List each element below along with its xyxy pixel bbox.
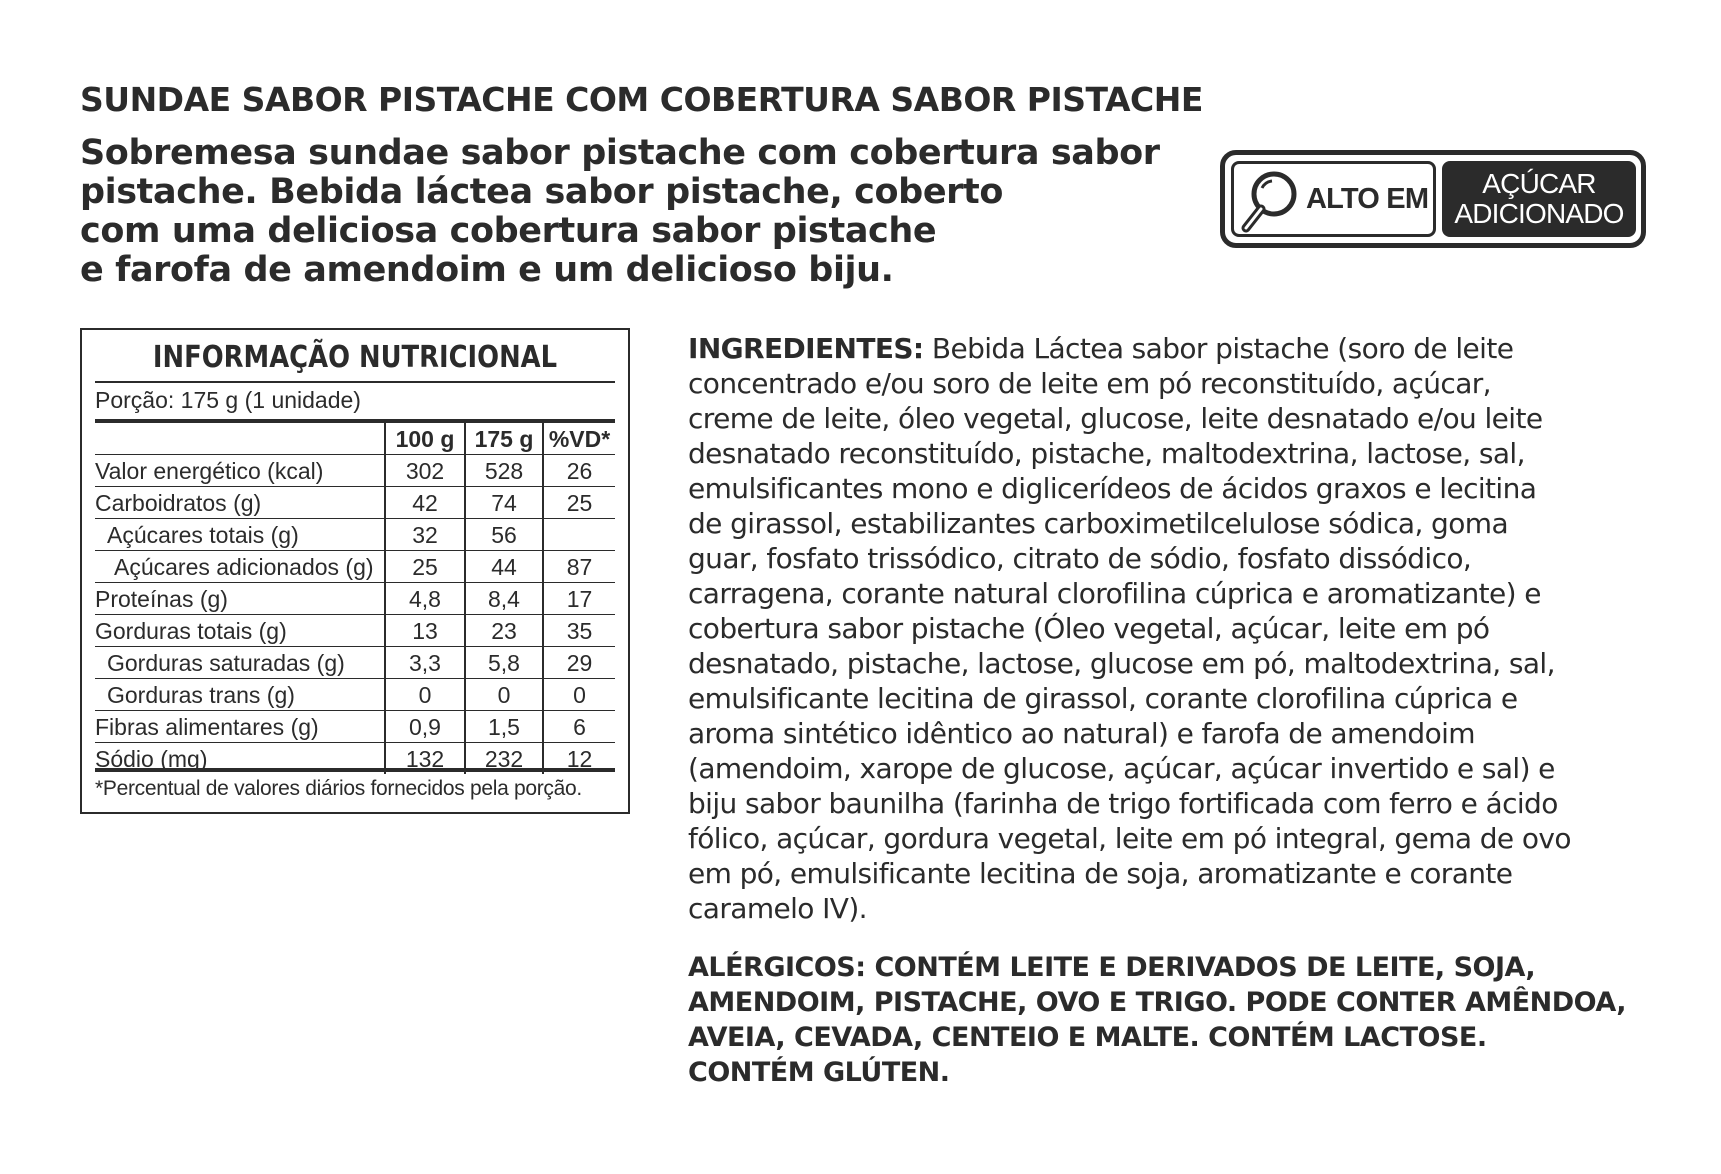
table-row bbox=[95, 679, 615, 711]
row-label: Gorduras saturadas (g) bbox=[95, 647, 385, 679]
ingredients-line: emulsificante lecitina de girassol, corante clorofilina cúprica e bbox=[688, 682, 1518, 715]
value-100g: 132 bbox=[385, 743, 465, 775]
value-175g: 1,5 bbox=[465, 711, 543, 743]
value-175g: 23 bbox=[465, 615, 543, 647]
allergens-line: CONTÉM GLÚTEN. bbox=[688, 1057, 950, 1088]
description-line: com uma deliciosa cobertura sabor pistache bbox=[80, 211, 937, 251]
table-row bbox=[95, 647, 615, 679]
high-in-added-sugar-warning bbox=[1220, 150, 1646, 248]
nutrition-facts-table bbox=[80, 328, 630, 814]
ingredients-line: (amendoim, xarope de glucose, açúcar, açúcar invertido e sal) e bbox=[688, 752, 1555, 785]
value-100g: 25 bbox=[385, 551, 465, 583]
value-100g: 0,9 bbox=[385, 711, 465, 743]
portion-size: Porção: 175 g (1 unidade) bbox=[95, 387, 361, 413]
magnifier-icon bbox=[1240, 168, 1304, 236]
value-vd: 17 bbox=[543, 583, 615, 615]
value-100g: 32 bbox=[385, 519, 465, 551]
ingredients-line: em pó, emulsificante lecitina de soja, aromatizante e corante bbox=[688, 857, 1513, 890]
ingredients-first-line: Bebida Láctea sabor pistache (soro de leite bbox=[923, 332, 1514, 365]
description-line: pistache. Bebida láctea sabor pistache, coberto bbox=[80, 172, 1004, 212]
description-line: Sobremesa sundae sabor pistache com cobertura sabor bbox=[80, 133, 1160, 173]
column-header-vd: %VD* bbox=[543, 423, 615, 455]
product-title: SUNDAE SABOR PISTACHE COM COBERTURA SABOR PISTACHE bbox=[80, 80, 1203, 119]
ingredients-line: desnatado, pistache, lactose, glucose em pó, maltodextrina, sal, bbox=[688, 647, 1555, 680]
value-175g: 44 bbox=[465, 551, 543, 583]
value-100g: 4,8 bbox=[385, 583, 465, 615]
nutrient-line: AÇÚCAR bbox=[1482, 168, 1596, 199]
ingredients-line: concentrado e/ou soro de leite em pó reconstituído, açúcar, bbox=[688, 367, 1491, 400]
allergens-line: ALÉRGICOS: CONTÉM LEITE E DERIVADOS DE LEITE, SOJA, bbox=[688, 952, 1536, 983]
value-vd: 25 bbox=[543, 487, 615, 519]
value-175g: 5,8 bbox=[465, 647, 543, 679]
nutrient-line: ADICIONADO bbox=[1454, 198, 1624, 229]
table-row bbox=[95, 711, 615, 743]
allergens-line: AMENDOIM, PISTACHE, OVO E TRIGO. PODE CONTER AMÊNDOA, bbox=[688, 987, 1627, 1018]
table-row bbox=[95, 519, 615, 551]
value-vd: 35 bbox=[543, 615, 615, 647]
table-row bbox=[95, 583, 615, 615]
value-vd: 29 bbox=[543, 647, 615, 679]
value-vd: 0 bbox=[543, 679, 615, 711]
ingredients-line: fólico, açúcar, gordura vegetal, leite em pó integral, gema de ovo bbox=[688, 822, 1571, 855]
product-description bbox=[80, 134, 1210, 290]
ingredients-line: biju sabor baunilha (farinha de trigo fortificada com ferro e ácido bbox=[688, 787, 1558, 820]
ingredients-line: aroma sintético idêntico ao natural) e farofa de amendoim bbox=[688, 717, 1475, 750]
value-vd: 6 bbox=[543, 711, 615, 743]
table-row bbox=[95, 551, 615, 583]
value-100g: 13 bbox=[385, 615, 465, 647]
allergens-statement bbox=[688, 950, 1688, 1090]
value-vd: 12 bbox=[543, 743, 615, 775]
value-175g: 8,4 bbox=[465, 583, 543, 615]
ingredients-line: carragena, corante natural clorofilina cúprica e aromatizante) e bbox=[688, 577, 1541, 610]
row-label: Carboidratos (g) bbox=[95, 487, 385, 519]
ingredients-line: emulsificantes mono e diglicerídeos de ácidos graxos e lecitina bbox=[688, 472, 1537, 505]
ingredients-line: desnatado reconstituído, pistache, maltodextrina, lactose, sal, bbox=[688, 437, 1525, 470]
ingredients-line: cobertura sabor pistache (Óleo vegetal, açúcar, leite em pó bbox=[688, 612, 1490, 645]
ingredients-label: INGREDIENTES: bbox=[688, 332, 924, 365]
value-100g: 42 bbox=[385, 487, 465, 519]
row-label: Gorduras totais (g) bbox=[95, 615, 385, 647]
value-100g: 0 bbox=[385, 679, 465, 711]
description-line: e farofa de amendoim e um delicioso biju. bbox=[80, 250, 894, 290]
value-175g: 528 bbox=[465, 455, 543, 487]
row-label: Sódio (mg) bbox=[95, 743, 385, 775]
allergens-line: AVEIA, CEVADA, CENTEIO E MALTE. CONTÉM LACTOSE. bbox=[688, 1022, 1487, 1053]
value-vd bbox=[543, 519, 615, 551]
value-175g: 0 bbox=[465, 679, 543, 711]
nutrition-footnote: *Percentual de valores diários fornecidos pela porção. bbox=[95, 777, 582, 800]
alto-em-box bbox=[1231, 161, 1436, 237]
row-label: Proteínas (g) bbox=[95, 583, 385, 615]
row-label: Açúcares adicionados (g) bbox=[95, 551, 385, 583]
value-175g: 74 bbox=[465, 487, 543, 519]
added-sugar-label bbox=[1442, 161, 1636, 237]
value-vd: 87 bbox=[543, 551, 615, 583]
value-100g: 3,3 bbox=[385, 647, 465, 679]
table-row bbox=[95, 455, 615, 487]
value-175g: 56 bbox=[465, 519, 543, 551]
nutrition-heading: INFORMAÇÃO NUTRICIONAL bbox=[152, 340, 558, 375]
row-label: Fibras alimentares (g) bbox=[95, 711, 385, 743]
column-header-100g: 100 g bbox=[385, 423, 465, 455]
value-175g: 232 bbox=[465, 743, 543, 775]
alto-em-label: ALTO EM bbox=[1306, 183, 1429, 215]
value-vd: 26 bbox=[543, 455, 615, 487]
table-row bbox=[95, 487, 615, 519]
ingredients-line: guar, fosfato trissódico, citrato de sódio, fosfato dissódico, bbox=[688, 542, 1472, 575]
ingredients-line: caramelo IV). bbox=[688, 892, 867, 925]
ingredients-line: de girassol, estabilizantes carboximetilcelulose sódica, goma bbox=[688, 507, 1508, 540]
value-100g: 302 bbox=[385, 455, 465, 487]
row-label: Açúcares totais (g) bbox=[95, 519, 385, 551]
ingredients-line: creme de leite, óleo vegetal, glucose, leite desnatado e/ou leite bbox=[688, 402, 1543, 435]
table-row bbox=[95, 615, 615, 647]
ingredients-line bbox=[688, 331, 1688, 366]
row-label: Valor energético (kcal) bbox=[95, 455, 385, 487]
column-header-175g: 175 g bbox=[465, 423, 543, 455]
ingredients-list bbox=[688, 331, 1688, 926]
nutrition-grid bbox=[95, 423, 615, 774]
row-label: Gorduras trans (g) bbox=[95, 679, 385, 711]
